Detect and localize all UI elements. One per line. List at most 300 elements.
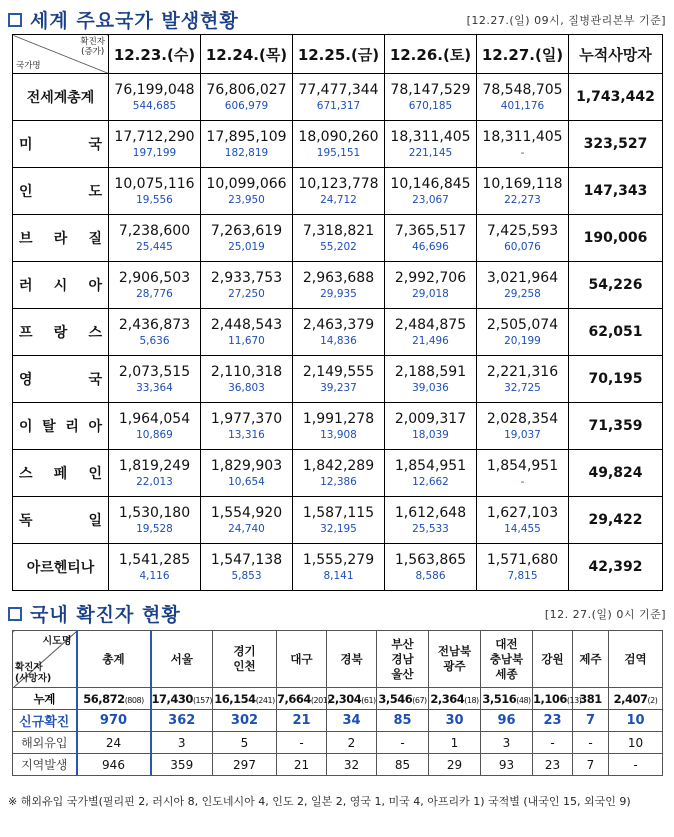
domestic-row: [13, 754, 663, 776]
cumulative-cases: 7,365,517: [394, 222, 467, 239]
domestic-cell: 2: [327, 732, 377, 754]
region-header: 대전 충남북 세종: [481, 631, 533, 688]
data-cell: [109, 450, 201, 497]
death-count: (2): [647, 695, 658, 705]
date-header: 12.25.(금): [293, 35, 385, 74]
row-label: 지역발생: [13, 754, 77, 776]
domestic-cell: [377, 688, 429, 710]
domestic-cell: 10: [609, 710, 663, 732]
cumulative-cases: 17,712,290: [114, 128, 195, 145]
cumulative-cases: 1,819,249: [118, 457, 191, 474]
data-cell: [109, 262, 201, 309]
region-header: 강원: [533, 631, 573, 688]
domestic-cell: [481, 688, 533, 710]
daily-increase: 23,067: [412, 193, 449, 206]
data-cell: [477, 262, 569, 309]
daily-increase: 28,776: [136, 287, 173, 300]
daily-increase: 13,316: [228, 428, 265, 441]
data-cell: [385, 497, 477, 544]
data-cell: [385, 309, 477, 356]
cumulative-cases: 78,147,529: [390, 81, 471, 98]
daily-increase: 670,185: [408, 99, 453, 112]
cumulative-cases: 2,484,875: [394, 316, 467, 333]
data-cell: [109, 121, 201, 168]
data-cell: [293, 74, 385, 121]
daily-increase: 8,586: [415, 569, 446, 582]
confirmed-count: 2,304: [327, 691, 362, 706]
country-name-char: 아: [88, 419, 102, 435]
data-cell: [477, 309, 569, 356]
country-name-cell: [13, 74, 109, 121]
cumulative-cases: 7,318,821: [302, 222, 375, 239]
death-count: (241): [255, 695, 275, 705]
domestic-cell: [213, 688, 277, 710]
country-name-char: 리: [65, 419, 79, 435]
data-cell: [385, 544, 477, 591]
country-name-cell: [13, 497, 109, 544]
domestic-cell: 946: [77, 754, 151, 776]
data-cell: [109, 309, 201, 356]
daily-increase: 7,815: [507, 569, 538, 582]
daily-increase: 24,740: [228, 522, 265, 535]
daily-increase: 23,950: [228, 193, 265, 206]
data-cell: [109, 403, 201, 450]
table-row: [13, 544, 663, 591]
data-cell: [109, 215, 201, 262]
domestic-cell: 21: [277, 710, 327, 732]
data-cell: [477, 121, 569, 168]
cumulative-cases: 18,090,260: [298, 128, 379, 145]
country-name-char: 랑: [53, 325, 68, 341]
data-cell: [201, 309, 293, 356]
cumulative-cases: 1,541,285: [118, 551, 191, 568]
daily-increase: 19,037: [504, 428, 541, 441]
cumulative-cases: 1,612,648: [394, 504, 467, 521]
region-header: 경북: [327, 631, 377, 688]
confirmed-count: 3,516: [482, 691, 517, 706]
cumulative-cases: 2,221,316: [486, 363, 559, 380]
death-count: (201): [310, 695, 330, 705]
domestic-cell: 24: [77, 732, 151, 754]
daily-increase: 29,018: [412, 287, 449, 300]
country-name-text: 아르헨티나: [26, 560, 95, 576]
domestic-row: [13, 710, 663, 732]
daily-increase: 671,317: [316, 99, 361, 112]
cumulative-cases: 18,311,405: [482, 128, 563, 145]
daily-increase: 21,496: [412, 334, 449, 347]
daily-increase: 197,199: [132, 146, 177, 159]
data-cell: [109, 497, 201, 544]
data-cell: [293, 403, 385, 450]
country-name: [19, 369, 102, 389]
table-row: [13, 356, 663, 403]
domestic-cell: [429, 688, 481, 710]
death-count: (61): [361, 695, 376, 705]
country-name-char: 미: [19, 137, 33, 153]
country-name-char: 아: [88, 278, 102, 294]
country-name: [19, 87, 102, 107]
daily-increase: 14,455: [504, 522, 541, 535]
cumulative-cases: 1,563,865: [394, 551, 467, 568]
daily-increase: 22,013: [136, 475, 173, 488]
domestic-table: [12, 630, 663, 776]
cumulative-cases: 2,906,503: [118, 269, 191, 286]
daily-increase: 29,935: [320, 287, 357, 300]
cumulative-cases: 3,021,964: [486, 269, 559, 286]
data-cell: [201, 168, 293, 215]
domestic-cell: 93: [481, 754, 533, 776]
cumulative-cases: 2,992,706: [394, 269, 467, 286]
daily-increase: 32,725: [504, 381, 541, 394]
country-name-char: 이: [19, 419, 33, 435]
domestic-cell: -: [377, 732, 429, 754]
domestic-cell: 32: [327, 754, 377, 776]
country-name-char: 국: [88, 137, 102, 153]
data-cell: [477, 497, 569, 544]
daily-increase: 182,819: [224, 146, 269, 159]
data-cell: [201, 74, 293, 121]
cumulative-deaths: 42,392: [569, 544, 663, 591]
daily-increase: 12,386: [320, 475, 357, 488]
data-cell: [109, 356, 201, 403]
section1-header: [8, 6, 666, 33]
cumulative-cases: 1,854,951: [394, 457, 467, 474]
cumulative-cases: 1,554,920: [210, 504, 283, 521]
data-cell: [477, 403, 569, 450]
data-cell: [385, 356, 477, 403]
daily-increase: 55,202: [320, 240, 357, 253]
cumulative-cases: 18,311,405: [390, 128, 471, 145]
country-name-cell: [13, 262, 109, 309]
country-name: [19, 416, 102, 436]
corner-header-domestic: 시도명 확진자 (사망자): [13, 631, 77, 688]
daily-increase: 33,364: [136, 381, 173, 394]
date-header: 12.23.(수): [109, 35, 201, 74]
daily-increase: 19,556: [136, 193, 173, 206]
country-name-char: 페: [53, 466, 68, 482]
data-cell: [293, 309, 385, 356]
data-cell: [293, 544, 385, 591]
cumulative-cases: 2,009,317: [394, 410, 467, 427]
section2-title: 국내 확진자 현황: [30, 604, 181, 626]
domestic-cell: -: [533, 732, 573, 754]
confirmed-count: 1,106: [533, 691, 567, 706]
table-row: [13, 121, 663, 168]
death-count: (48): [516, 695, 531, 705]
country-name: [19, 275, 102, 295]
table-row: [13, 497, 663, 544]
confirmed-count: 2,364: [430, 691, 465, 706]
death-count: (157): [192, 695, 212, 705]
data-cell: [201, 215, 293, 262]
daily-increase: 39,036: [412, 381, 449, 394]
cumulative-cases: 7,425,593: [486, 222, 559, 239]
domestic-cell: 362: [151, 710, 213, 732]
daily-increase: 20,199: [504, 334, 541, 347]
data-cell: [477, 215, 569, 262]
cumulative-deaths: 190,006: [569, 215, 663, 262]
data-cell: [385, 403, 477, 450]
domestic-row: [13, 688, 663, 710]
domestic-cell: 21: [277, 754, 327, 776]
data-cell: [201, 544, 293, 591]
country-name-char: 인: [88, 466, 102, 482]
table-row: [13, 450, 663, 497]
cumulative-cases: 1,964,054: [118, 410, 191, 427]
data-cell: [477, 356, 569, 403]
death-count: (18): [464, 695, 479, 705]
data-cell: [293, 262, 385, 309]
cumulative-cases: 10,169,118: [482, 175, 563, 192]
country-name-char: 러: [19, 278, 33, 294]
region-header: 제주: [573, 631, 609, 688]
cumulative-cases: 1,842,289: [302, 457, 375, 474]
confirmed-count: 56,872: [83, 691, 125, 706]
daily-increase: 195,151: [316, 146, 361, 159]
domestic-cell: 96: [481, 710, 533, 732]
daily-increase: 18,039: [412, 428, 449, 441]
daily-increase: 401,176: [500, 99, 545, 112]
domestic-cell: -: [277, 732, 327, 754]
death-count: (808): [124, 695, 144, 705]
domestic-cell: 23: [533, 754, 573, 776]
country-name-char: 탈: [42, 419, 56, 435]
cumulative-deaths: 71,359: [569, 403, 663, 450]
confirmed-count: 16,154: [214, 691, 256, 706]
region-header: 총계: [77, 631, 151, 688]
country-name-cell: [13, 403, 109, 450]
daily-increase: 10,654: [228, 475, 265, 488]
daily-increase: 60,076: [504, 240, 541, 253]
cumulative-deaths: 54,226: [569, 262, 663, 309]
confirmed-count: 3,546: [378, 691, 413, 706]
region-header: 대구: [277, 631, 327, 688]
cumulative-deaths: 29,422: [569, 497, 663, 544]
daily-increase: 221,145: [408, 146, 453, 159]
country-name: [19, 181, 102, 201]
date-header: 12.27.(일): [477, 35, 569, 74]
country-name-char: 프: [19, 325, 33, 341]
cumulative-cases: 76,806,027: [206, 81, 287, 98]
domestic-cell: 30: [429, 710, 481, 732]
daily-increase: 11,670: [228, 334, 265, 347]
domestic-cell: -: [573, 732, 609, 754]
confirmed-count: 7,664: [277, 691, 311, 706]
cumulative-deaths: 70,195: [569, 356, 663, 403]
table-row: [13, 262, 663, 309]
daily-increase: 14,836: [320, 334, 357, 347]
daily-increase: 606,979: [224, 99, 269, 112]
cumulative-cases: 2,028,354: [486, 410, 559, 427]
domestic-row: [13, 732, 663, 754]
data-cell: [293, 450, 385, 497]
daily-increase: 19,528: [136, 522, 173, 535]
cumulative-cases: 1,829,903: [210, 457, 283, 474]
domestic-cell: 85: [377, 710, 429, 732]
cumulative-cases: 2,463,379: [302, 316, 375, 333]
data-cell: [385, 450, 477, 497]
daily-increase: 8,141: [323, 569, 354, 582]
death-count: (67): [412, 695, 427, 705]
table-row: [13, 168, 663, 215]
domestic-cell: 302: [213, 710, 277, 732]
country-name: [19, 463, 102, 483]
daily-increase: -: [520, 146, 525, 159]
country-name-char: 독: [19, 513, 33, 529]
row-label: 신규확진: [13, 710, 77, 732]
cumulative-cases: 10,123,778: [298, 175, 379, 192]
cumulative-cases: 1,854,951: [486, 457, 559, 474]
data-cell: [201, 403, 293, 450]
cumulative-cases: 1,555,279: [302, 551, 375, 568]
cumulative-cases: 2,149,555: [302, 363, 375, 380]
data-cell: [201, 450, 293, 497]
table-row: [13, 309, 663, 356]
country-name-char: 일: [88, 513, 102, 529]
domestic-cell: 7: [573, 710, 609, 732]
domestic-cell: 10: [609, 732, 663, 754]
region-header: 전남북 광주: [429, 631, 481, 688]
data-cell: [293, 497, 385, 544]
country-name-char: 라: [53, 231, 68, 247]
country-name-cell: [13, 215, 109, 262]
cumulative-cases: 10,146,845: [390, 175, 471, 192]
death-count: (13): [566, 695, 582, 705]
data-cell: [385, 121, 477, 168]
cumulative-cases: 2,963,688: [302, 269, 375, 286]
daily-increase: 10,869: [136, 428, 173, 441]
country-name-char: 시: [53, 278, 68, 294]
domestic-cell: [277, 688, 330, 710]
confirmed-count: 17,430: [151, 691, 193, 706]
data-cell: [385, 168, 477, 215]
cumulative-deaths: 147,343: [569, 168, 663, 215]
daily-increase: 27,250: [228, 287, 265, 300]
square-bullet-icon: [8, 607, 22, 621]
daily-increase: 22,273: [504, 193, 541, 206]
region-header: 검역: [609, 631, 663, 688]
section1-title: 세계 주요국가 발생현황: [30, 10, 239, 32]
country-name-char: 국: [88, 372, 102, 388]
country-name-text: 전세계총계: [26, 90, 95, 106]
data-cell: [293, 121, 385, 168]
corner-header: 확진자 (증가) 국가명: [13, 35, 109, 74]
daily-increase: 4,116: [139, 569, 170, 582]
data-cell: [201, 262, 293, 309]
table-row: [13, 74, 663, 121]
date-header: 12.24.(목): [201, 35, 293, 74]
domestic-cell: [609, 688, 663, 710]
data-cell: [293, 168, 385, 215]
world-table: [12, 34, 663, 591]
data-cell: [477, 74, 569, 121]
daily-increase: 39,237: [320, 381, 357, 394]
country-name-char: 도: [88, 184, 102, 200]
cumulative-cases: 2,436,873: [118, 316, 191, 333]
cumulative-cases: 2,505,074: [486, 316, 559, 333]
data-cell: [477, 544, 569, 591]
data-cell: [477, 450, 569, 497]
data-cell: [109, 74, 201, 121]
domestic-cell: 297: [213, 754, 277, 776]
country-name: [19, 510, 102, 530]
data-cell: [385, 215, 477, 262]
cumulative-cases: 2,073,515: [118, 363, 191, 380]
data-cell: [109, 544, 201, 591]
square-bullet-icon: [8, 13, 22, 27]
country-name-char: 스: [88, 325, 102, 341]
data-cell: [385, 74, 477, 121]
cumulative-cases: 1,587,115: [302, 504, 375, 521]
cumulative-cases: 7,238,600: [118, 222, 191, 239]
daily-increase: 13,908: [320, 428, 357, 441]
country-name-cell: [13, 121, 109, 168]
daily-increase: 25,019: [228, 240, 265, 253]
footnote: ※ 해외유입 국가별(필리핀 2, 러시아 8, 인도네시아 4, 인도 2, 일본 2, 영국 1, 미국 4, 아프리카 1) 국적별 (내국인 15, 외국인 9): [8, 795, 631, 808]
cumulative-deaths: 62,051: [569, 309, 663, 356]
cumulative-cases: 1,977,370: [210, 410, 283, 427]
confirmed-count: 381: [579, 691, 602, 706]
country-name: [19, 228, 102, 248]
daily-increase: 5,636: [139, 334, 170, 347]
country-name-char: 브: [19, 231, 33, 247]
country-name-cell: [13, 544, 109, 591]
daily-increase: 24,712: [320, 193, 357, 206]
domestic-cell: 970: [77, 710, 151, 732]
daily-increase: 25,533: [412, 522, 449, 535]
domestic-cell: 5: [213, 732, 277, 754]
daily-increase: 12,662: [412, 475, 449, 488]
cumulative-cases: 2,110,318: [210, 363, 283, 380]
domestic-cell: [533, 688, 582, 710]
daily-increase: 544,685: [132, 99, 177, 112]
cumulative-cases: 10,099,066: [206, 175, 287, 192]
cumulative-cases: 76,199,048: [114, 81, 195, 98]
domestic-cell: 34: [327, 710, 377, 732]
table-row: [13, 403, 663, 450]
cumulative-cases: 2,188,591: [394, 363, 467, 380]
domestic-cell: 3: [481, 732, 533, 754]
data-cell: [293, 356, 385, 403]
cumulative-cases: 78,548,705: [482, 81, 563, 98]
daily-increase: 5,853: [231, 569, 262, 582]
cumulative-cases: 7,263,619: [210, 222, 283, 239]
cumulative-cases: 1,571,680: [486, 551, 559, 568]
cumulative-cases: 1,627,103: [486, 504, 559, 521]
cumulative-cases: 1,530,180: [118, 504, 191, 521]
row-label: 누계: [13, 688, 77, 710]
daily-increase: 29,258: [504, 287, 541, 300]
daily-increase: 25,445: [136, 240, 173, 253]
country-name-cell: [13, 356, 109, 403]
daily-increase: 36,803: [228, 381, 265, 394]
domestic-cell: [77, 688, 151, 710]
cumulative-cases: 1,547,138: [210, 551, 283, 568]
data-cell: [201, 121, 293, 168]
country-name-cell: [13, 309, 109, 356]
daily-increase: -: [520, 475, 525, 488]
region-header: 경기 인천: [213, 631, 277, 688]
data-cell: [109, 168, 201, 215]
domestic-cell: 7: [573, 754, 609, 776]
row-label: 해외유입: [13, 732, 77, 754]
cumulative-deaths: 49,824: [569, 450, 663, 497]
country-name-cell: [13, 168, 109, 215]
region-header: 서울: [151, 631, 213, 688]
confirmed-count: 2,407: [613, 691, 648, 706]
domestic-cell: 3: [151, 732, 213, 754]
domestic-cell: 85: [377, 754, 429, 776]
